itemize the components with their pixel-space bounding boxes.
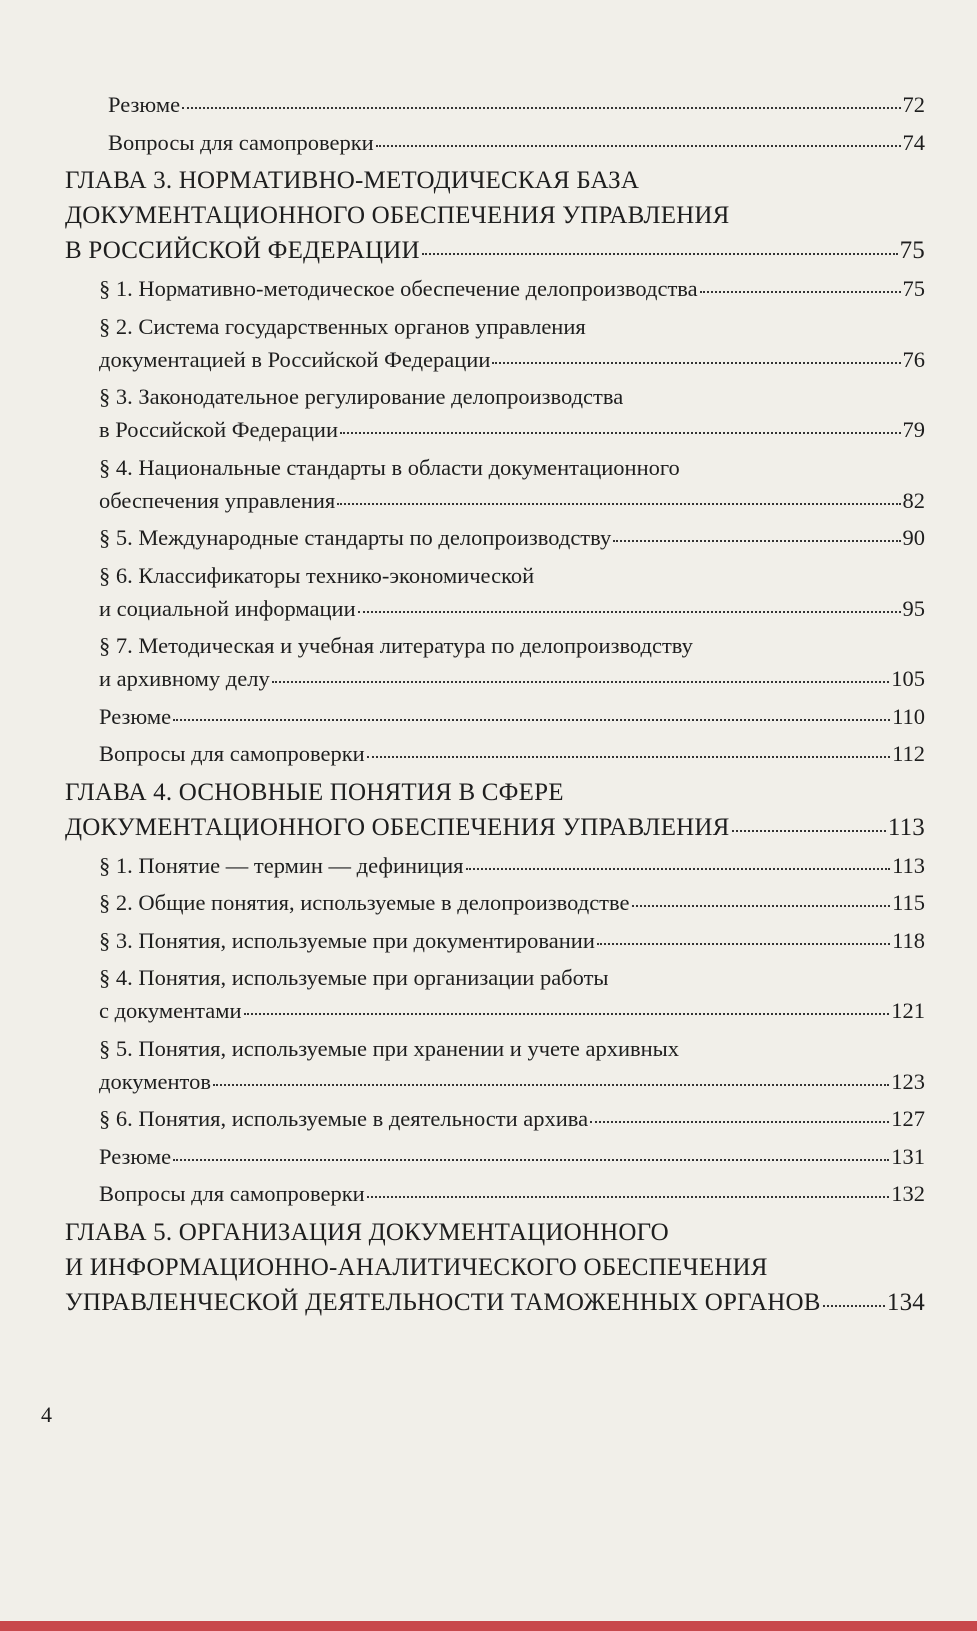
toc-entry[interactable] (0, 961, 977, 1027)
toc-page-number: 76 (902, 346, 925, 372)
dot-leader (182, 106, 900, 109)
toc-entry[interactable] (0, 126, 977, 159)
toc-entry[interactable] (0, 380, 977, 446)
dot-leader (732, 829, 886, 832)
toc-page-number: 105 (891, 666, 925, 691)
dot-leader (823, 1304, 885, 1307)
toc-entry-title-line: Вопросы для самопроверки (99, 1181, 365, 1206)
toc-page-number: 95 (902, 595, 925, 621)
dot-leader (367, 755, 890, 758)
toc-entry-title-line: Вопросы для самопроверки (99, 741, 365, 766)
dot-leader (213, 1083, 889, 1086)
toc-entry-title-line: Резюме (108, 92, 181, 117)
toc-entry-last-line (99, 924, 925, 957)
toc-entry-last-line (65, 810, 925, 845)
toc-entry-last-line (99, 1140, 925, 1173)
dot-leader (632, 904, 891, 907)
toc-entry[interactable] (0, 451, 977, 517)
page-bottom-edge (0, 1621, 977, 1631)
toc-page-number: 121 (891, 998, 925, 1023)
toc-entry-title-line: § 5. Понятия, используемые при хранении и учете архивных (99, 1035, 680, 1061)
toc-chapter-entry[interactable] (0, 1215, 977, 1320)
toc-page-number: 113 (887, 813, 925, 841)
dot-leader (173, 718, 890, 721)
toc-entry-title-line: ГЛАВА 5. ОРГАНИЗАЦИЯ ДОКУМЕНТАЦИОННОГО (65, 1218, 669, 1246)
toc-page-number: 82 (902, 487, 925, 513)
toc-entry-last-line (99, 1102, 925, 1135)
toc-entry-title-line: § 2. Общие понятия, используемые в делопроизводстве (99, 890, 630, 915)
toc-entry[interactable] (0, 88, 977, 121)
toc-entry-last-line (99, 521, 925, 554)
toc-page-number: 90 (902, 525, 925, 550)
toc-chapter-entry[interactable] (0, 163, 977, 268)
toc-entry-title-line: § 6. Понятия, используемые в деятельности архива (99, 1106, 589, 1131)
toc-page-number: 115 (892, 890, 925, 915)
toc-entry-last-line (99, 272, 925, 305)
toc-entry-title-line: § 3. Законодательное регулирование делопроизводства (99, 384, 624, 409)
toc-entry-title-line: § 1. Понятие — термин — дефиниция (99, 852, 464, 878)
toc-entry-last-line (99, 662, 925, 695)
toc-entry-title-line: документацией в Российской Федерации (99, 346, 491, 372)
page-number: 4 (41, 1402, 52, 1427)
toc-entry-title-line: § 4. Национальные стандарты в области документационного (99, 454, 680, 480)
toc-entry-last-line (65, 233, 925, 268)
dot-leader (340, 431, 900, 434)
toc-entry-title-line: § 4. Понятия, используемые при организации работы (99, 965, 609, 990)
toc-entry[interactable] (0, 849, 977, 882)
toc-entry-title-line: ГЛАВА 4. ОСНОВНЫЕ ПОНЯТИЯ В СФЕРЕ (65, 778, 564, 806)
toc-entry-title-line: документов (99, 1068, 211, 1094)
toc-entry[interactable] (0, 700, 977, 733)
toc-entry-title-line: § 7. Методическая и учебная литература по делопроизводству (99, 633, 693, 658)
dot-leader (590, 1120, 889, 1123)
toc-entry-title-line: ДОКУМЕНТАЦИОННОГО ОБЕСПЕЧЕНИЯ УПРАВЛЕНИЯ (65, 813, 730, 841)
toc-entry-title-line: § 5. Международные стандарты по делопроизводству (99, 525, 612, 550)
toc-entry-last-line (65, 1285, 925, 1320)
toc-page-number: 75 (899, 237, 925, 264)
toc-entry[interactable] (0, 1140, 977, 1173)
toc-page-number: 79 (902, 417, 925, 442)
toc-entry-title-line: И ИНФОРМАЦИОННО-АНАЛИТИЧЕСКОГО ОБЕСПЕЧЕНИЯ (65, 1253, 768, 1281)
toc-entry-last-line (99, 413, 925, 446)
toc-page-number: 72 (902, 92, 925, 117)
dot-leader (492, 361, 900, 364)
toc-entry-title-line: с документами (99, 998, 242, 1023)
toc-entry[interactable] (0, 924, 977, 957)
toc-entry-title-line: § 2. Система государственных органов управления (99, 313, 586, 339)
toc-entry-last-line (99, 343, 925, 376)
table-of-contents (0, 88, 977, 1324)
dot-leader (358, 610, 901, 613)
toc-entry-last-line (99, 592, 925, 625)
dot-leader (244, 1012, 890, 1015)
dot-leader (422, 252, 898, 255)
toc-page-number: 75 (902, 276, 925, 301)
toc-page-number: 74 (902, 129, 925, 155)
toc-page-number: 127 (891, 1106, 925, 1131)
toc-entry-title-line: ГЛАВА 3. НОРМАТИВНО-МЕТОДИЧЕСКАЯ БАЗА (65, 167, 640, 194)
dot-leader (700, 290, 901, 293)
toc-entry[interactable] (0, 1177, 977, 1210)
toc-entry-title-line: § 1. Нормативно-методическое обеспечение делопроизводства (99, 276, 698, 301)
toc-entry-last-line (99, 886, 925, 919)
toc-entry-last-line (99, 700, 925, 733)
toc-entry[interactable] (0, 310, 977, 376)
toc-entry-title-line: § 3. Понятия, используемые при документировании (99, 927, 595, 953)
toc-entry-last-line (99, 994, 925, 1027)
toc-chapter-entry[interactable] (0, 775, 977, 845)
toc-entry-title-line: § 6. Классификаторы технико-экономической (99, 562, 535, 588)
toc-page-number: 118 (892, 927, 925, 953)
toc-page-number: 112 (892, 741, 925, 766)
dot-leader (613, 539, 900, 542)
toc-entry-title-line: в Российской Федерации (99, 417, 339, 442)
toc-entry-title-line: Резюме (99, 703, 172, 729)
toc-page-number: 123 (891, 1068, 925, 1094)
toc-entry[interactable] (0, 886, 977, 919)
toc-entry-title-line: обеспечения управления (99, 487, 336, 513)
toc-entry-title-line: Вопросы для самопроверки (108, 129, 374, 155)
toc-page-number: 132 (891, 1181, 925, 1206)
dot-leader (597, 942, 890, 945)
toc-entry-last-line (108, 126, 925, 159)
toc-entry[interactable] (0, 272, 977, 305)
toc-entry-last-line (99, 737, 925, 770)
toc-entry[interactable] (0, 1032, 977, 1098)
toc-page-number: 131 (891, 1143, 925, 1169)
toc-page-number: 110 (892, 703, 925, 729)
toc-entry[interactable] (0, 629, 977, 695)
toc-entry-last-line (99, 1065, 925, 1098)
toc-entry-title-line: ДОКУМЕНТАЦИОННОГО ОБЕСПЕЧЕНИЯ УПРАВЛЕНИЯ (65, 202, 730, 229)
toc-entry-last-line (108, 88, 925, 121)
toc-page-number: 113 (892, 852, 925, 878)
toc-page-number: 134 (886, 1288, 925, 1316)
toc-entry[interactable] (0, 1102, 977, 1135)
toc-entry[interactable] (0, 521, 977, 554)
dot-leader (376, 144, 901, 147)
dot-leader (272, 680, 890, 683)
toc-entry-title-line: Резюме (99, 1143, 172, 1169)
toc-entry[interactable] (0, 737, 977, 770)
dot-leader (466, 867, 891, 870)
dot-leader (367, 1195, 890, 1198)
dot-leader (173, 1158, 889, 1161)
dot-leader (337, 502, 900, 505)
toc-entry-title-line: и социальной информации (99, 595, 356, 621)
toc-entry-title-line: и архивному делу (99, 666, 270, 691)
toc-entry-last-line (99, 849, 925, 882)
toc-entry-last-line (99, 1177, 925, 1210)
toc-entry-title-line: УПРАВЛЕНЧЕСКОЙ ДЕЯТЕЛЬНОСТИ ТАМОЖЕННЫХ ОРГАНОВ (65, 1288, 821, 1316)
toc-entry[interactable] (0, 559, 977, 625)
toc-entry-last-line (99, 484, 925, 517)
toc-entry-title-line: В РОССИЙСКОЙ ФЕДЕРАЦИИ (65, 237, 420, 264)
